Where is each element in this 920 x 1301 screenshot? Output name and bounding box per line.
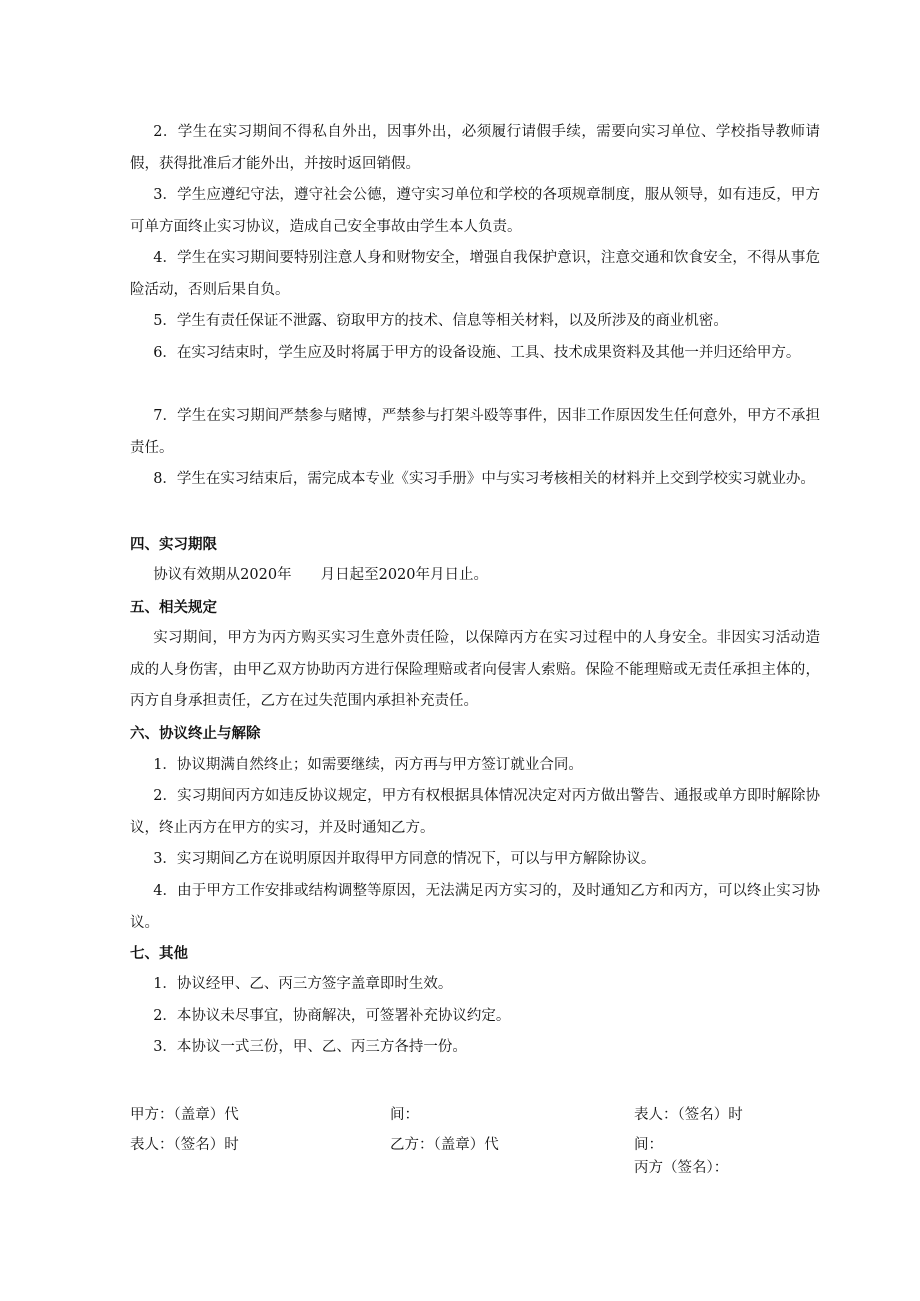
- signature-party-c: 丙方（签名）：: [634, 1160, 729, 1176]
- rule-item-5: 5．学生有责任保证不泄露、窃取甲方的技术、信息等相关材料，以及所涉及的商业机密。: [153, 313, 728, 329]
- section-6-heading: 六、协议终止与解除: [130, 726, 261, 742]
- signature-party-a: 甲方：（盖章）代: [130, 1107, 239, 1123]
- section-5-heading: 五、相关规定: [130, 600, 217, 616]
- rule-item-7: 7．学生在实习期间严禁参与赌博，严禁参与打架斗殴等事件，因非工作原因发生任何意外，甲方不承担责任。: [130, 408, 820, 456]
- rule-item-8: 8．学生在实习结束后，需完成本专业《实习手册》中与实习考核相关的材料并上交到学校实习就业办。: [153, 471, 815, 487]
- section-6-item-1: 1．协议期满自然终止；如需要继续，丙方再与甲方签订就业合同。: [153, 757, 583, 773]
- rule-item-6: 6．在实习结束时，学生应及时将属于甲方的设备设施、工具、技术成果资料及其他一并归还给甲方。: [153, 345, 801, 361]
- rule-item-3: 3．学生应遵纪守法，遵守社会公德，遵守实习单位和学校的各项规章制度，服从领导，如有违反，甲方可单方面终止实习协议，造成自己安全事故由学生本人负责。: [130, 187, 820, 235]
- section-7-item-2: 2．本协议未尽事宜，协商解决，可签署补充协议约定。: [153, 1008, 511, 1024]
- signature-rep-time-1: 表人：（签名）时: [634, 1107, 743, 1123]
- section-7-item-3: 3．本协议一式三份，甲、乙、丙三方各持一份。: [153, 1039, 467, 1055]
- section-5-text: 实习期间，甲方为丙方购买实习生意外责任险，以保障丙方在实习过程中的人身安全。非因实习活动造成的人身伤害，由甲乙双方协助丙方进行保险理赔或者向侵害人索赔。保险不能理赔或无责任承担主体的，丙方自身承担责任，乙方在过失范围内承担补充责任。: [130, 630, 820, 709]
- signature-rep-time-2: 表人：（签名）时: [130, 1137, 239, 1153]
- section-4-text: 协议有效期从2020年 月日起至2020年月日止。: [153, 567, 488, 583]
- rule-item-2: 2．学生在实习期间不得私自外出，因事外出，必须履行请假手续，需要向实习单位、学校指导教师请假，获得批准后才能外出，并按时返回销假。: [130, 124, 820, 172]
- section-6-item-3: 3．实习期间乙方在说明原因并取得甲方同意的情况下，可以与甲方解除协议。: [153, 851, 656, 867]
- rule-item-4: 4．学生在实习期间要特别注意人身和财物安全，增强自我保护意识，注意交通和饮食安全，不得从事危险活动，否则后果自负。: [130, 250, 820, 298]
- section-4-heading: 四、实习期限: [130, 537, 217, 553]
- signature-party-b: 乙方：（盖章）代: [390, 1137, 499, 1153]
- section-7-item-1: 1．协议经甲、乙、丙三方签字盖章即时生效。: [153, 976, 453, 992]
- section-6-item-4: 4．由于甲方工作安排或结构调整等原因，无法满足丙方实习的，及时通知乙方和丙方，可以终止实习协议。: [130, 883, 820, 931]
- signature-time-label-1: 间：: [390, 1107, 419, 1123]
- signature-time-label-2: 间：: [634, 1137, 663, 1153]
- section-7-heading: 七、其他: [130, 946, 188, 962]
- section-6-item-2: 2．实习期间丙方如违反协议规定，甲方有权根据具体情况决定对丙方做出警告、通报或单方即时解除协议，终止丙方在甲方的实习，并及时通知乙方。: [130, 788, 820, 836]
